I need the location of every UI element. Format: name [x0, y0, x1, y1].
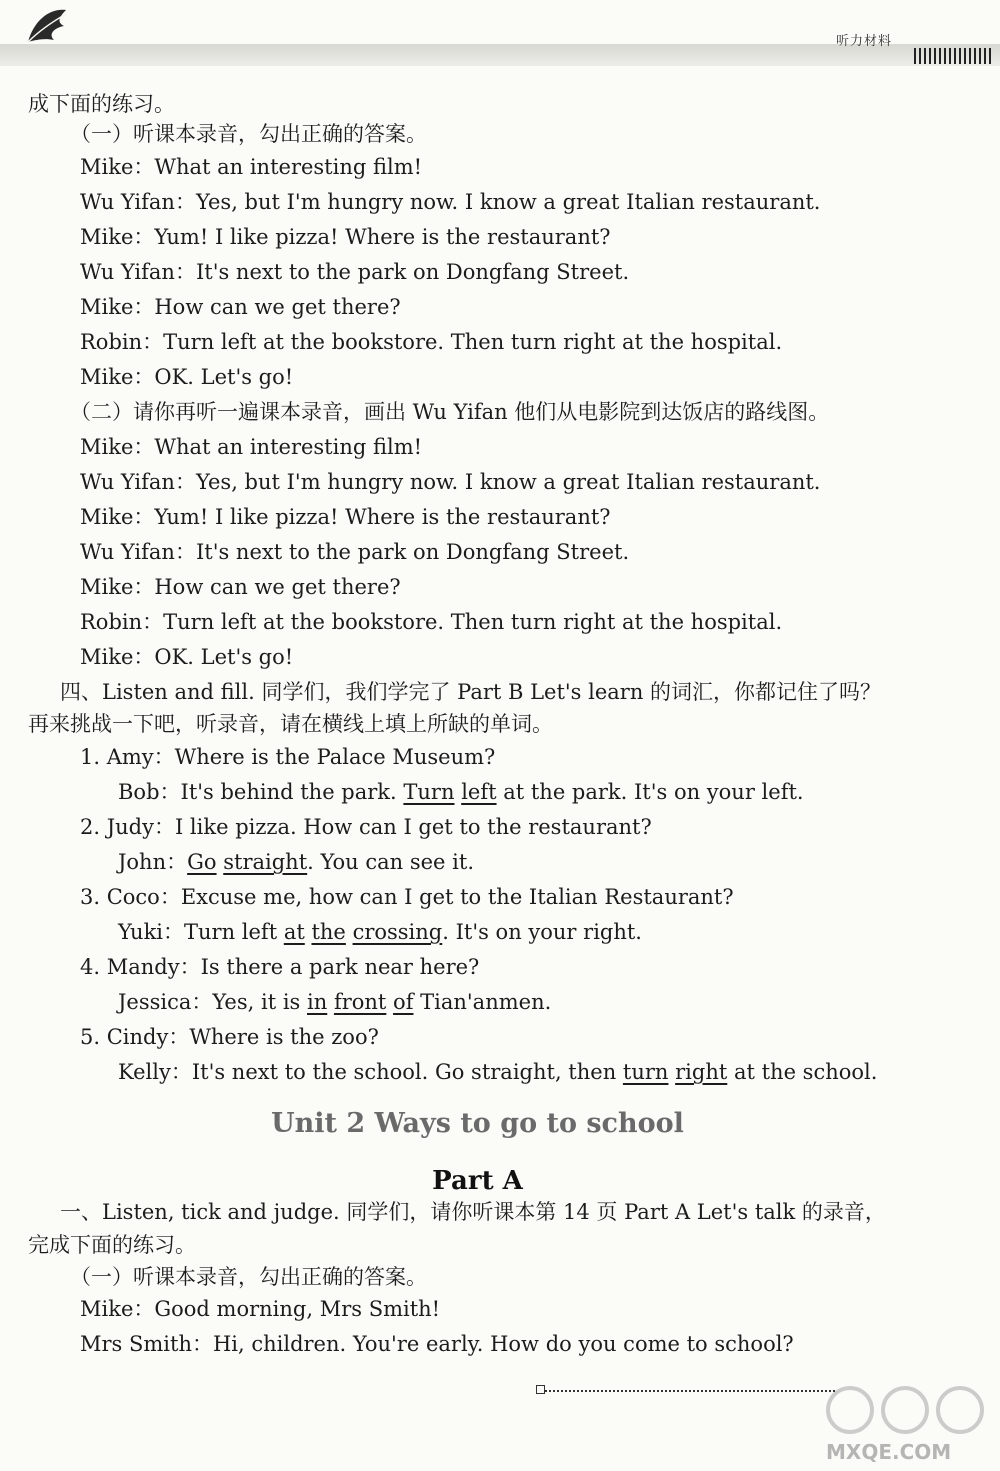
- text-line: [80, 1330, 794, 1358]
- text-line: [80, 258, 629, 286]
- part-title: Part A: [432, 1166, 523, 1196]
- text-segment: Mike：How can we get there?: [80, 295, 401, 319]
- text-line: [80, 153, 422, 181]
- text-segment: Mrs Smith：Hi, children. You're early. How do you come to school?: [80, 1332, 794, 1356]
- text-segment: Tian'anmen.: [413, 990, 552, 1014]
- text-line: [60, 1198, 886, 1226]
- text-line: [80, 953, 479, 981]
- text-segment: 四、Listen and fill. 同学们，我们学完了 Part B Let's learn 的词汇，你都记住了吗？: [60, 680, 882, 704]
- filled-answer: straight: [223, 850, 308, 874]
- text-segment: . It's on your right.: [442, 920, 642, 944]
- text-line: [80, 468, 820, 496]
- filled-answer: the: [311, 920, 346, 944]
- header-title: 听力材料: [835, 34, 892, 49]
- text-segment: （一）听课本录音，勾出正确的答案。: [70, 122, 427, 146]
- filled-answer: right: [675, 1060, 728, 1084]
- text-segment: Robin：Turn left at the bookstore. Then turn right at the hospital.: [80, 610, 783, 634]
- text-line: [80, 573, 401, 601]
- filled-answer: Turn: [403, 780, 455, 804]
- text-line: [80, 538, 629, 566]
- text-line: [70, 398, 829, 426]
- text-line: [80, 188, 820, 216]
- text-segment: （二）请你再听一遍课本录音，画出 Wu Yifan 他们从电影院到达饭店的路线图。: [70, 400, 830, 424]
- filled-answer: in: [307, 990, 328, 1014]
- filled-answer: left: [461, 780, 497, 804]
- text-line: [28, 710, 553, 738]
- text-line: [60, 678, 881, 706]
- text-line: [118, 1058, 877, 1086]
- text-segment: Mike：Good morning, Mrs Smith!: [80, 1297, 441, 1321]
- text-segment: Robin：Turn left at the bookstore. Then turn right at the hospital.: [80, 330, 783, 354]
- text-segment: Mike：How can we get there?: [80, 575, 401, 599]
- text-segment: 4. Mandy：Is there a park near here?: [80, 955, 480, 979]
- footer-dotted-line: [545, 1390, 835, 1392]
- text-line: [80, 1023, 379, 1051]
- text-segment: 成下面的练习。: [28, 92, 175, 116]
- text-segment: Wu Yifan：Yes, but I'm hungry now. I know a great Italian restaurant.: [80, 470, 821, 494]
- text-segment: Kelly：It's next to the school. Go straight, then: [118, 1060, 623, 1084]
- text-segment: Mike：What an interesting film!: [80, 155, 423, 179]
- text-segment: [346, 920, 353, 944]
- watermark-text: MXQE.COM: [826, 1440, 952, 1464]
- text-segment: at the park. It's on your left.: [496, 780, 804, 804]
- unit-title: Unit 2 Ways to go to school: [271, 1108, 684, 1139]
- footer-marker: [536, 1385, 545, 1394]
- text-line: [80, 743, 495, 771]
- text-segment: Wu Yifan：It's next to the park on Dongfang Street.: [80, 260, 630, 284]
- text-segment: 5. Cindy：Where is the zoo?: [80, 1025, 379, 1049]
- text-segment: Mike：OK. Let's go!: [80, 365, 294, 389]
- filled-answer: of: [393, 990, 414, 1014]
- text-line: [80, 883, 734, 911]
- text-segment: 2. Judy：I like pizza. How can I get to the restaurant?: [80, 815, 652, 839]
- text-line: [118, 918, 642, 946]
- text-segment: Mike：What an interesting film!: [80, 435, 423, 459]
- text-segment: 完成下面的练习。: [28, 1233, 196, 1257]
- filled-answer: Go: [187, 850, 217, 874]
- text-line: [80, 223, 611, 251]
- text-segment: Wu Yifan：Yes, but I'm hungry now. I know a great Italian restaurant.: [80, 190, 821, 214]
- filled-answer: crossing: [352, 920, 443, 944]
- text-line: [80, 328, 782, 356]
- text-line: [118, 988, 551, 1016]
- text-line: [118, 848, 474, 876]
- text-segment: Yuki：Turn left: [118, 920, 284, 944]
- text-segment: Jessica：Yes, it is: [118, 990, 307, 1014]
- text-segment: 1. Amy：Where is the Palace Museum?: [80, 745, 496, 769]
- text-line: [80, 293, 401, 321]
- header-barcode-decoration: [914, 48, 994, 64]
- text-line: [28, 1231, 196, 1259]
- text-segment: Mike：OK. Let's go!: [80, 645, 294, 669]
- text-line: [80, 433, 422, 461]
- text-line: [80, 813, 652, 841]
- text-segment: Wu Yifan：It's next to the park on Dongfang Street.: [80, 540, 630, 564]
- text-line: [28, 90, 175, 118]
- text-segment: [327, 990, 334, 1014]
- text-segment: . You can see it.: [307, 850, 474, 874]
- text-line: [80, 363, 293, 391]
- filled-answer: at: [283, 920, 305, 944]
- text-line: [118, 778, 804, 806]
- text-segment: （一）听课本录音，勾出正确的答案。: [70, 1265, 427, 1289]
- text-segment: Mike：Yum! I like pizza! Where is the restaurant?: [80, 505, 611, 529]
- filled-answer: turn: [622, 1060, 669, 1084]
- text-line: [70, 120, 427, 148]
- text-line: [80, 643, 293, 671]
- leaf-logo-icon: [20, 0, 90, 50]
- text-segment: at the school.: [727, 1060, 878, 1084]
- text-segment: Mike：Yum! I like pizza! Where is the restaurant?: [80, 225, 611, 249]
- text-line: [80, 608, 782, 636]
- page-header: [0, 0, 1000, 70]
- text-segment: 3. Coco：Excuse me, how can I get to the Italian Restaurant?: [80, 885, 734, 909]
- text-segment: John：: [118, 850, 188, 874]
- text-line: [70, 1263, 427, 1291]
- text-segment: Bob：It's behind the park.: [118, 780, 404, 804]
- text-segment: 再来挑战一下吧，听录音，请在横线上填上所缺的单词。: [28, 712, 553, 736]
- filled-answer: front: [333, 990, 387, 1014]
- text-segment: 一、Listen, tick and judge. 同学们，请你听课本第 14 页 Part A Let's talk 的录音，: [60, 1200, 886, 1224]
- text-line: [80, 503, 611, 531]
- text-line: [80, 1295, 440, 1323]
